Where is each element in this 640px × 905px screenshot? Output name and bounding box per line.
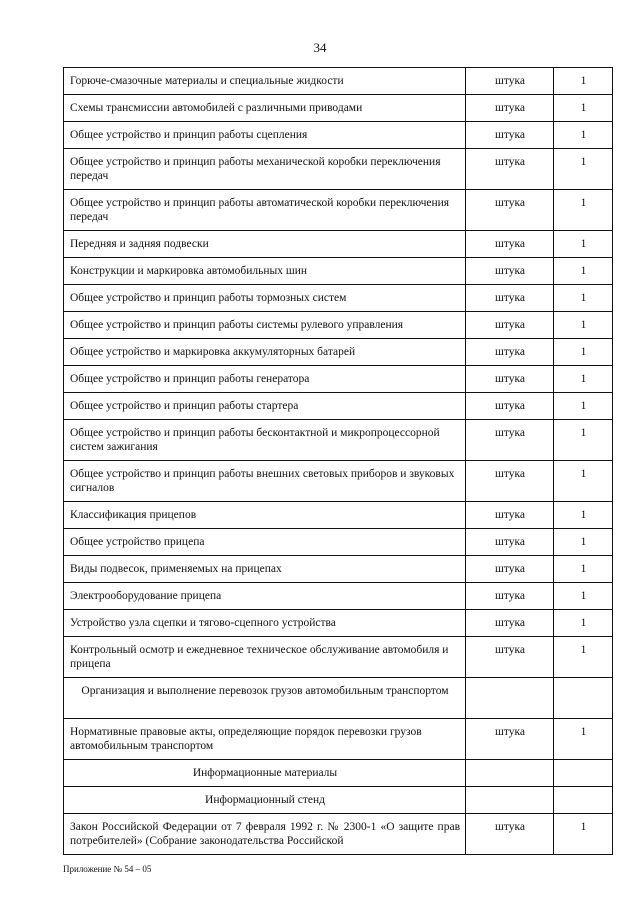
item-name: Общее устройство и принцип работы системы рулевого управления xyxy=(64,312,466,339)
table-row xyxy=(64,637,613,678)
item-unit: штука xyxy=(466,285,554,312)
item-name: Конструкции и маркировка автомобильных шин xyxy=(64,258,466,285)
section-row xyxy=(64,787,613,814)
table-row xyxy=(64,339,613,366)
equipment-table xyxy=(63,67,613,855)
table-row xyxy=(64,122,613,149)
item-name: Электрооборудование прицепа xyxy=(64,583,466,610)
item-name: Устройство узла сцепки и тягово-сцепного устройства xyxy=(64,610,466,637)
table-row xyxy=(64,529,613,556)
item-name: Общее устройство и принцип работы сцепления xyxy=(64,122,466,149)
table-row xyxy=(64,719,613,760)
item-name: Общее устройство и принцип работы автоматической коробки переключения передач xyxy=(64,190,466,231)
item-unit: штука xyxy=(466,312,554,339)
item-quantity: 1 xyxy=(554,366,613,393)
item-name: Контрольный осмотр и ежедневное техническое обслуживание автомобиля и прицепа xyxy=(64,637,466,678)
item-unit: штука xyxy=(466,719,554,760)
table-row xyxy=(64,420,613,461)
table-row xyxy=(64,285,613,312)
table-row xyxy=(64,461,613,502)
item-name: Общее устройство и принцип работы генератора xyxy=(64,366,466,393)
item-name: Передняя и задняя подвески xyxy=(64,231,466,258)
item-quantity: 1 xyxy=(554,231,613,258)
table-row xyxy=(64,68,613,95)
item-name: Общее устройство и принцип работы бесконтактной и микропроцессорной систем зажигания xyxy=(64,420,466,461)
item-quantity: 1 xyxy=(554,502,613,529)
table-row xyxy=(64,258,613,285)
item-unit: штука xyxy=(466,637,554,678)
section-heading: Информационный стенд xyxy=(64,787,466,814)
item-quantity: 1 xyxy=(554,285,613,312)
section-heading: Информационные материалы xyxy=(64,760,466,787)
item-quantity: 1 xyxy=(554,529,613,556)
table-row xyxy=(64,583,613,610)
item-unit: штука xyxy=(466,339,554,366)
item-unit: штука xyxy=(466,814,554,855)
item-quantity: 1 xyxy=(554,393,613,420)
page-number: 34 xyxy=(313,40,327,55)
item-unit: штука xyxy=(466,95,554,122)
item-quantity: 1 xyxy=(554,190,613,231)
item-unit: штука xyxy=(466,366,554,393)
item-unit xyxy=(466,760,554,787)
item-quantity: 1 xyxy=(554,122,613,149)
footer-note: Приложение № 54 – 05 xyxy=(63,864,152,874)
section-row xyxy=(64,760,613,787)
item-unit: штука xyxy=(466,461,554,502)
item-quantity: 1 xyxy=(554,420,613,461)
item-unit: штука xyxy=(466,583,554,610)
item-name: Общее устройство и принцип работы внешних световых приборов и звуковых сигналов xyxy=(64,461,466,502)
item-name: Нормативные правовые акты, определяющие порядок перевозки грузов автомобильным транспортом xyxy=(64,719,466,760)
table-row xyxy=(64,190,613,231)
item-quantity: 1 xyxy=(554,637,613,678)
item-unit: штука xyxy=(466,149,554,190)
table-row xyxy=(64,149,613,190)
table-row xyxy=(64,610,613,637)
item-name: Горюче-смазочные материалы и специальные жидкости xyxy=(64,68,466,95)
item-name: Классификация прицепов xyxy=(64,502,466,529)
item-quantity: 1 xyxy=(554,339,613,366)
table-row xyxy=(64,312,613,339)
table-row xyxy=(64,502,613,529)
table-row xyxy=(64,366,613,393)
item-quantity: 1 xyxy=(554,258,613,285)
item-quantity: 1 xyxy=(554,312,613,339)
item-unit: штука xyxy=(466,502,554,529)
table-row xyxy=(64,556,613,583)
table-row xyxy=(64,95,613,122)
item-quantity xyxy=(554,787,613,814)
item-unit: штука xyxy=(466,529,554,556)
item-unit: штука xyxy=(466,610,554,637)
item-unit: штука xyxy=(466,420,554,461)
item-unit: штука xyxy=(466,258,554,285)
item-name: Общее устройство и принцип работы тормозных систем xyxy=(64,285,466,312)
item-name: Схемы трансмиссии автомобилей с различными приводами xyxy=(64,95,466,122)
item-quantity: 1 xyxy=(554,610,613,637)
item-quantity xyxy=(554,760,613,787)
item-unit: штука xyxy=(466,68,554,95)
item-name: Общее устройство и маркировка аккумуляторных батарей xyxy=(64,339,466,366)
item-name: Виды подвесок, применяемых на прицепах xyxy=(64,556,466,583)
item-quantity: 1 xyxy=(554,68,613,95)
item-unit xyxy=(466,787,554,814)
table-row xyxy=(64,814,613,855)
item-quantity: 1 xyxy=(554,556,613,583)
item-name: Закон Российской Федерации от 7 февраля 1992 г. № 2300-1 «О защите прав потребителей» (Собрание законодательства Российской xyxy=(64,814,466,855)
item-unit: штука xyxy=(466,122,554,149)
item-name: Общее устройство и принцип работы стартера xyxy=(64,393,466,420)
item-unit: штука xyxy=(466,190,554,231)
item-name: Общее устройство и принцип работы механической коробки переключения передач xyxy=(64,149,466,190)
item-quantity: 1 xyxy=(554,461,613,502)
item-unit xyxy=(466,678,554,719)
item-quantity: 1 xyxy=(554,814,613,855)
item-quantity: 1 xyxy=(554,719,613,760)
item-unit: штука xyxy=(466,556,554,583)
item-quantity xyxy=(554,678,613,719)
item-name: Общее устройство прицепа xyxy=(64,529,466,556)
section-row xyxy=(64,678,613,719)
item-unit: штука xyxy=(466,393,554,420)
item-quantity: 1 xyxy=(554,149,613,190)
section-heading: Организация и выполнение перевозок грузов автомобильным транспортом xyxy=(64,678,466,719)
table-row xyxy=(64,393,613,420)
table-row xyxy=(64,231,613,258)
item-unit: штука xyxy=(466,231,554,258)
item-quantity: 1 xyxy=(554,95,613,122)
item-quantity: 1 xyxy=(554,583,613,610)
